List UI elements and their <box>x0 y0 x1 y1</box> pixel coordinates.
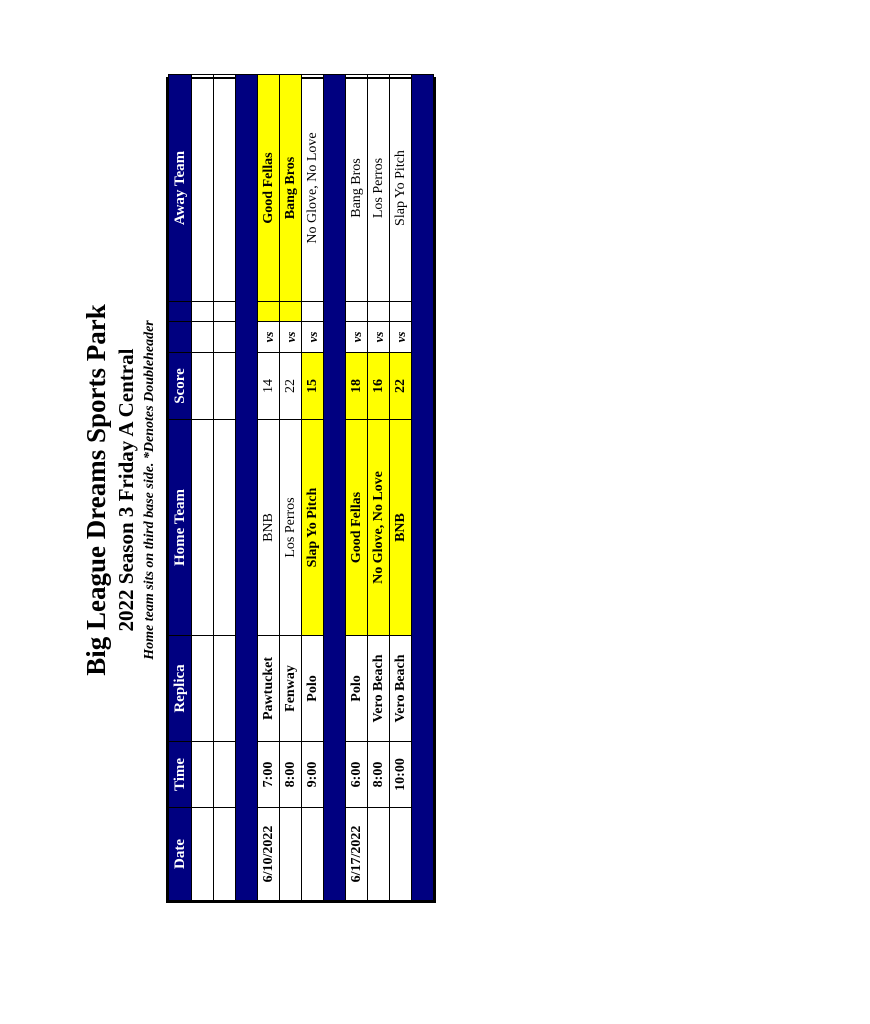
game-home-team: Slap Yo Pitch <box>302 420 324 636</box>
game-away-score <box>280 302 302 322</box>
game-time: 8:00 <box>280 742 302 808</box>
game-away-score <box>390 302 412 322</box>
table-row <box>280 75 302 901</box>
game-home-score: 16 <box>368 353 390 420</box>
game-away-team: Good Fellas <box>258 75 280 302</box>
game-home-score: 22 <box>280 353 302 420</box>
game-replica: Polo <box>346 636 368 742</box>
game-date <box>368 808 390 901</box>
col-header-away-team: Away Team <box>169 75 192 302</box>
game-away-team: No Glove, No Love <box>302 75 324 302</box>
game-time: 8:00 <box>368 742 390 808</box>
col-header-vs <box>169 322 192 353</box>
empty-row <box>192 75 214 901</box>
game-away-team: Slap Yo Pitch <box>390 75 412 302</box>
game-time: 7:00 <box>258 742 280 808</box>
title-block <box>78 77 166 903</box>
page-title: Big League Dreams Sports Park <box>81 304 111 676</box>
game-date <box>302 808 324 901</box>
game-time: 10:00 <box>390 742 412 808</box>
game-vs: vs <box>346 322 368 353</box>
week-separator-row <box>324 75 346 901</box>
game-away-team: Bang Bros <box>280 75 302 302</box>
table-row <box>368 75 390 901</box>
page-note: Home team sits on third base side. *Denotes Doubleheader <box>142 320 157 660</box>
game-home-score: 22 <box>390 353 412 420</box>
schedule-table-frame <box>166 77 436 903</box>
game-home-score: 18 <box>346 353 368 420</box>
game-date: 6/10/2022 <box>258 808 280 901</box>
game-vs: vs <box>280 322 302 353</box>
table-row <box>390 75 412 901</box>
week-separator-row <box>236 75 258 901</box>
col-header-date: Date <box>169 808 192 901</box>
game-away-score <box>258 302 280 322</box>
game-vs: vs <box>390 322 412 353</box>
rotated-schedule-sheet <box>78 77 448 903</box>
game-home-score: 15 <box>302 353 324 420</box>
game-home-team: BNB <box>258 420 280 636</box>
game-away-score <box>346 302 368 322</box>
col-header-away-score <box>169 302 192 322</box>
game-replica: Pawtucket <box>258 636 280 742</box>
game-vs: vs <box>302 322 324 353</box>
col-header-time: Time <box>169 742 192 808</box>
game-date: 6/17/2022 <box>346 808 368 901</box>
table-row <box>302 75 324 901</box>
game-vs: vs <box>368 322 390 353</box>
schedule-table <box>168 74 434 901</box>
week-separator-row <box>412 75 434 901</box>
game-away-team: Los Perros <box>368 75 390 302</box>
game-time: 6:00 <box>346 742 368 808</box>
game-replica: Vero Beach <box>368 636 390 742</box>
game-vs: vs <box>258 322 280 353</box>
table-header-row <box>169 75 192 901</box>
page-subtitle: 2022 Season 3 Friday A Central <box>114 348 138 632</box>
game-date <box>390 808 412 901</box>
game-home-score: 14 <box>258 353 280 420</box>
col-header-replica: Replica <box>169 636 192 742</box>
table-row <box>346 75 368 901</box>
game-date <box>280 808 302 901</box>
table-row <box>258 75 280 901</box>
col-header-home-team: Home Team <box>169 420 192 636</box>
game-away-score <box>302 302 324 322</box>
game-replica: Polo <box>302 636 324 742</box>
game-replica: Vero Beach <box>390 636 412 742</box>
col-header-score: Score <box>169 353 192 420</box>
game-time: 9:00 <box>302 742 324 808</box>
game-home-team: Los Perros <box>280 420 302 636</box>
game-away-score <box>368 302 390 322</box>
game-home-team: Good Fellas <box>346 420 368 636</box>
game-home-team: BNB <box>390 420 412 636</box>
empty-row <box>214 75 236 901</box>
game-home-team: No Glove, No Love <box>368 420 390 636</box>
game-away-team: Bang Bros <box>346 75 368 302</box>
game-replica: Fenway <box>280 636 302 742</box>
